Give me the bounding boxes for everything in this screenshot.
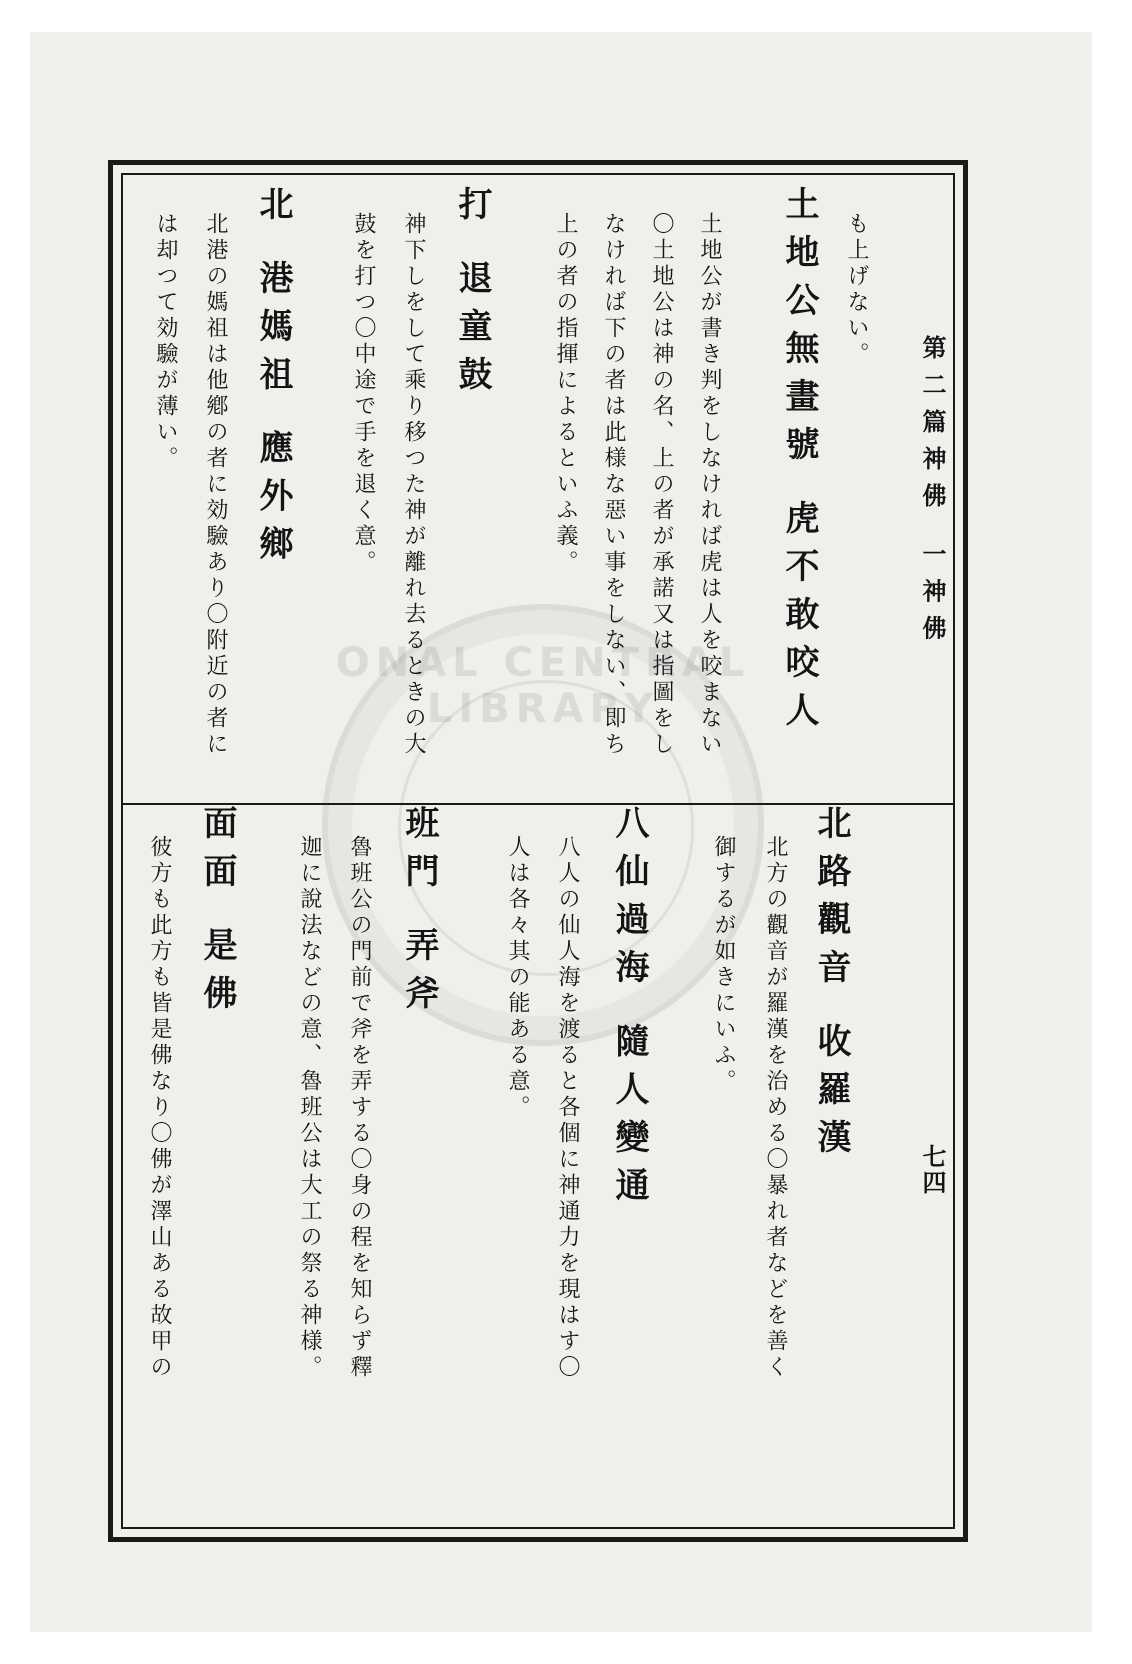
top-col-12: は却つて効驗が薄い。: [153, 212, 178, 472]
top-col-4: 〇土地公は神の名、上の者が承諾又は指圖をし: [649, 212, 674, 758]
bottom-col-2: 北方の觀音が羅漢を治める〇暴れ者などを善く: [763, 835, 788, 1381]
running-header: 第二篇神佛 一神佛: [918, 335, 947, 653]
proverb-heading-banmen-nongfu: 班門 弄斧: [399, 805, 439, 1023]
library-seal-text: ONAL CENTRAL LIBRARY: [335, 640, 751, 732]
top-col-3: 土地公が書き判をしなければ虎は人を咬まない: [697, 212, 722, 758]
top-col-1: も上げない。: [844, 212, 869, 368]
proverb-heading-beilu-guanyin: 北路觀音 收羅漢: [811, 805, 851, 1167]
bottom-col-9: 迦に說法などの意、魯班公は大工の祭る神様。: [297, 835, 322, 1381]
bottom-col-6: 人は各々其の能ある意。: [505, 835, 530, 1121]
bottom-col-11: 彼方も此方も皆是佛なり〇佛が澤山ある故甲の: [147, 835, 172, 1381]
proverb-heading-baxian-guohai: 八仙過海 隨人變通: [609, 805, 649, 1215]
bottom-col-3: 御するが如きにいふ。: [711, 835, 736, 1095]
page-number: 七四: [918, 1144, 947, 1196]
proverb-heading-datuitonggu: 打 退童鼓: [452, 186, 492, 404]
bottom-col-8: 魯班公の門前で斧を弄する〇身の程を知らず釋: [347, 835, 372, 1381]
top-col-11: 北港の媽祖は他鄕の者に効驗あり〇附近の者に: [203, 212, 228, 758]
top-col-5: なければ下の者は此様な惡い事をしない、即ち: [601, 212, 626, 758]
proverb-heading-tudigong: 土地公無畫號 虎不敢咬人: [779, 186, 819, 740]
proverb-heading-mianmian-shifo: 面面 是佛: [197, 805, 237, 1023]
top-col-9: 鼓を打つ〇中途で手を退く意。: [351, 212, 376, 576]
top-col-6: 上の者の指揮によるといふ義。: [553, 212, 578, 576]
top-col-8: 神下しをして乘り移つた神が離れ去るときの大: [401, 212, 426, 758]
proverb-heading-beigang-mazu: 北 港媽祖 應外鄉: [253, 186, 293, 574]
bottom-col-5: 八人の仙人海を渡ると各個に神通力を現はす〇: [555, 835, 580, 1381]
